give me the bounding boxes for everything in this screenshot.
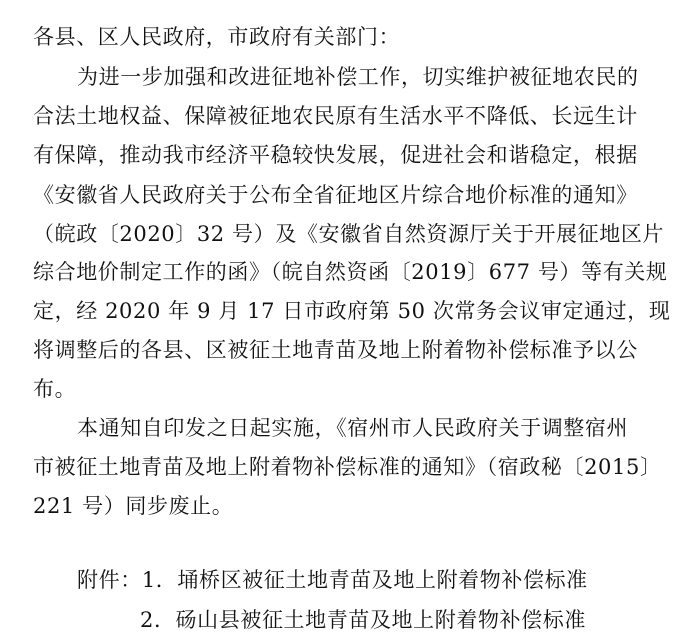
paragraph-line: 综合地价制定工作的函》（皖自然资函〔2019〕677 号）等有关规 (33, 260, 668, 284)
paragraph-line: 有保障，推动我市经济平稳较快发展，促进社会和谐稳定，根据 (33, 143, 638, 167)
paragraph-line: 本通知自印发之日起实施，《宿州市人民政府关于调整宿州 (77, 416, 629, 440)
paragraph-line: 《安徽省人民政府关于公布全省征地区片综合地价标准的通知》 (33, 183, 638, 207)
paragraph-line: 合法土地权益、保障被征地农民原有生活水平不降低、长远生计 (33, 104, 638, 128)
salutation: 各县、区人民政府，市政府有关部门： (33, 25, 401, 49)
attachment-item (77, 565, 588, 595)
attachment-title: 2．砀山县被征土地青苗及地上附着物补偿标准 (140, 608, 586, 632)
attachments-label: 附件： (77, 568, 142, 592)
paragraph-line: 221 号）同步废止。 (33, 494, 234, 518)
paragraph-line: 为进一步加强和改进征地补偿工作，切实维护被征地农民的 (77, 65, 639, 89)
paragraph-line: （皖政〔2020〕32 号）及《安徽省自然资源厅关于开展征地区片 (33, 222, 665, 246)
attachment-item (140, 605, 586, 635)
paragraph-line: 将调整后的各县、区被征土地青苗及地上附着物补偿标准予以公 (33, 338, 638, 362)
paragraph-line: 市被征土地青苗及地上附着物补偿标准的通知》（宿政秘〔2015〕 (33, 455, 662, 479)
paragraph-line: 定，经 2020 年 9 月 17 日市政府第 50 次常务会议审定通过，现 (33, 299, 671, 323)
paragraph-line: 布。 (33, 377, 77, 401)
attachment-title: 1．埇桥区被征土地青苗及地上附着物补偿标准 (141, 568, 588, 592)
